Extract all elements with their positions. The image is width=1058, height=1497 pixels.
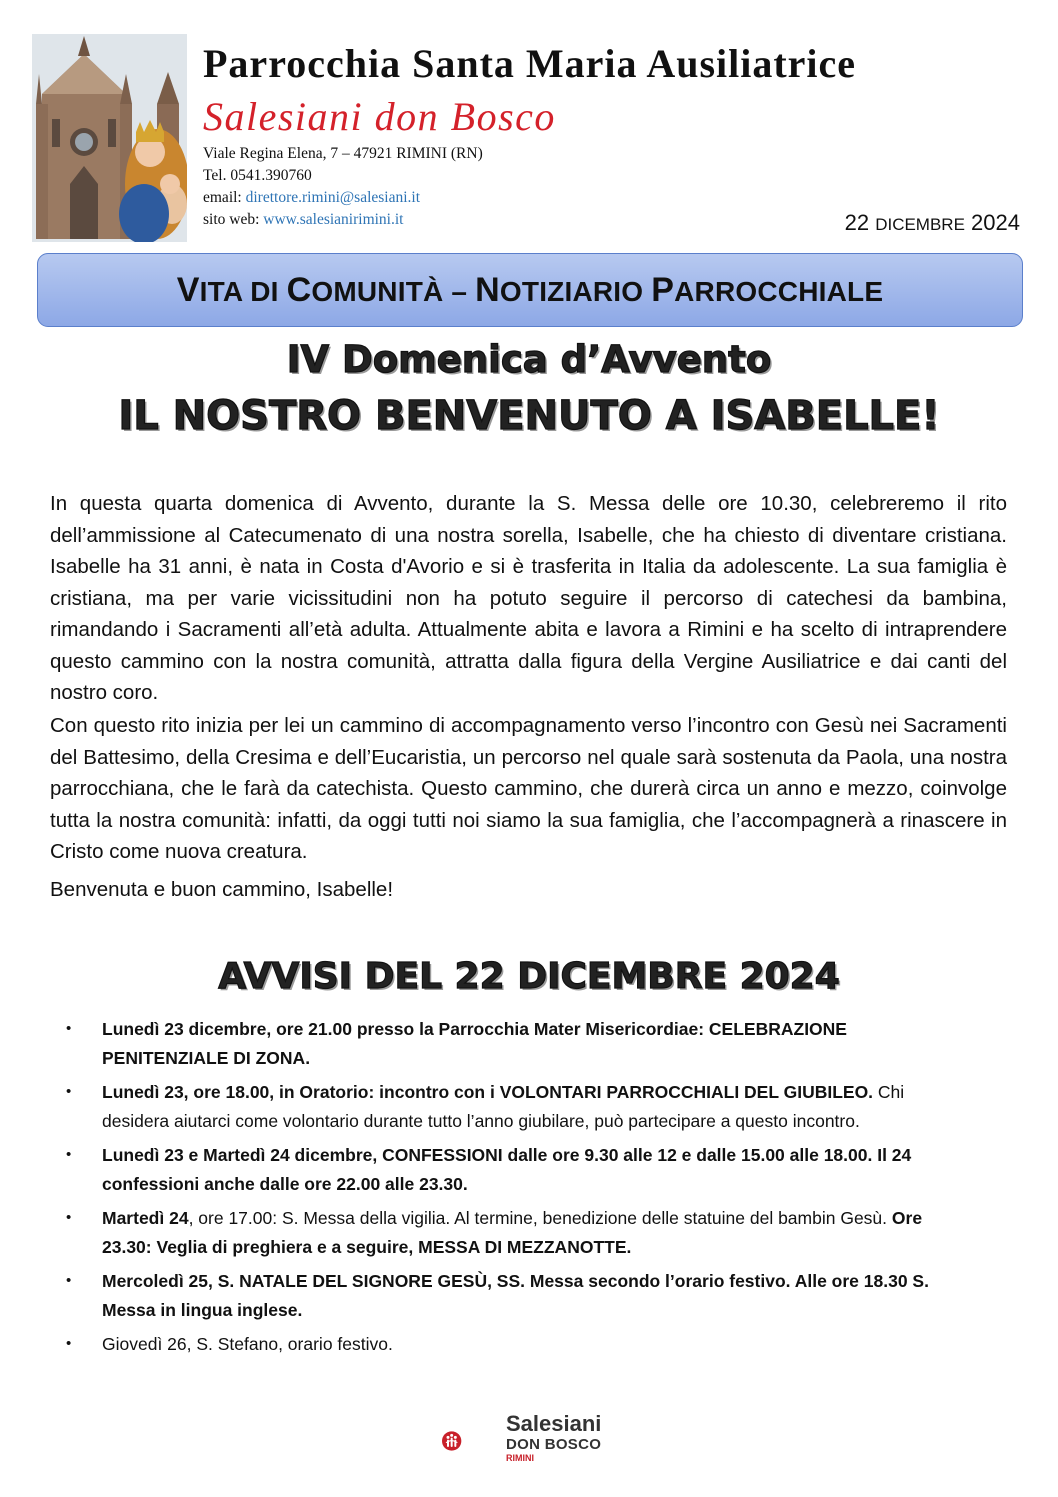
church-madonna-photo	[32, 34, 187, 242]
website-line	[203, 211, 403, 229]
newsletter-banner	[37, 253, 1023, 327]
bullet-icon: •	[66, 1146, 72, 1163]
logo-line-salesiani: Salesiani	[506, 1411, 602, 1436]
issue-date	[845, 210, 1020, 236]
date-day: 22	[844, 210, 870, 235]
date-year: 2024	[971, 210, 1020, 235]
headline-advent: IV Domenica d’Avvento	[286, 338, 772, 381]
bullet-icon: •	[66, 1083, 72, 1100]
list-item: • Mercoledì 25, S. NATALE DEL SIGNORE GESÙ, SS. Messa secondo l’orario festivo. Alle ore 18.30 S. Messa in lingua inglese.	[66, 1267, 958, 1324]
website-label: sito web:	[203, 211, 264, 228]
article-paragraph-2: Con questo rito inizia per lei un cammino di accompagnamento verso l’incontro con Gesù nei Sacramenti del Battesimo, della Cresima e dell’Eucaristia, un percorso nel quale sarà sostenuta da Paola, una nostra parrocchiana, che le farà da catechista. Questo cammino, che durerà circa un anno e mezzo, coinvolge tutta la nostra comunità: infatti, da oggi tutti noi siamo la sua famiglia, che l’accompagnerà a rinascere in Cristo come nuova creatura.	[50, 714, 1007, 863]
newsletter-title: VITA DI COMUNITÀ – NOTIZIARIO PARROCCHIALE	[176, 270, 884, 309]
headline-welcome: IL NOSTRO BENVENUTO A ISABELLE!	[118, 393, 940, 439]
date-month: DICEMBRE	[875, 215, 965, 234]
list-item: • Lunedì 23, ore 18.00, in Oratorio: incontro con i VOLONTARI PARROCCHIALI DEL GIUBILEO. Chi desidera aiutarci come volontario durante tutto l’anno giubilare, può partecipare a questo incontro.	[66, 1078, 958, 1135]
salesiani-logo-icon	[442, 1410, 502, 1472]
email-line	[203, 189, 420, 207]
bullet-icon: •	[66, 1335, 72, 1352]
list-item: • Giovedì 26, S. Stefano, orario festivo.	[66, 1330, 958, 1359]
logo-line-don-bosco: DON BOSCO	[506, 1436, 602, 1453]
notices-list	[66, 1015, 958, 1359]
address: Viale Regina Elena, 7 – 47921 RIMINI (RN)	[203, 145, 483, 162]
logo-line-rimini: RIMINI	[506, 1453, 534, 1463]
list-item: • Lunedì 23 dicembre, ore 21.00 presso la Parrocchia Mater Misericordiae: CELEBRAZIONE PENITENZIALE DI ZONA.	[66, 1015, 958, 1072]
bullet-icon: •	[66, 1020, 72, 1037]
notices-title: AVVISI DEL 22 DICEMBRE 2024	[218, 956, 840, 997]
order-name: Salesiani don Bosco	[203, 94, 556, 139]
article-paragraph-3: Benvenuta e buon cammino, Isabelle!	[50, 878, 394, 901]
bullet-icon: •	[66, 1209, 72, 1226]
footer-logo-text	[506, 1413, 601, 1463]
website-link[interactable]: www.salesianirimini.it	[263, 211, 404, 228]
bullet-icon: •	[66, 1272, 72, 1289]
email-link[interactable]: direttore.rimini@salesiani.it	[245, 189, 421, 206]
parish-name: Parrocchia Santa Maria Ausiliatrice	[203, 41, 857, 86]
email-label: email:	[203, 189, 246, 206]
phone: Tel. 0541.390760	[203, 167, 312, 184]
article-paragraph-1: In questa quarta domenica di Avvento, durante la S. Messa delle ore 10.30, celebreremo il rito dell’ammissione al Catecumenato di una nostra sorella, Isabelle, che ha chiesto di diventare cristiana. Isabelle ha 31 anni, è nata in Costa d'Avorio e si è trasferita in Italia da adolescente. La sua famiglia è cristiana, ma per varie vicissitudini non ha potuto seguire il percorso di catechesi da bambina, rimandando i Sacramenti all’età adulta. Attualmente abita e lavora a Rimini e ha scelto di intraprendere questo cammino con la nostra comunità, attratta dalla figura della Vergine Ausiliatrice e dai canti del nostro coro.	[50, 492, 1007, 704]
list-item: • Martedì 24, ore 17.00: S. Messa della vigilia. Al termine, benedizione delle statuine del bambin Gesù. Ore 23.30: Veglia di preghiera e a seguire, MESSA DI MEZZANOTTE.	[66, 1204, 958, 1261]
list-item: • Lunedì 23 e Martedì 24 dicembre, CONFESSIONI dalle ore 9.30 alle 12 e dalle 15.00 alle 18.00. Il 24 confessioni anche dalle ore 22.00 alle 23.30.	[66, 1141, 958, 1198]
